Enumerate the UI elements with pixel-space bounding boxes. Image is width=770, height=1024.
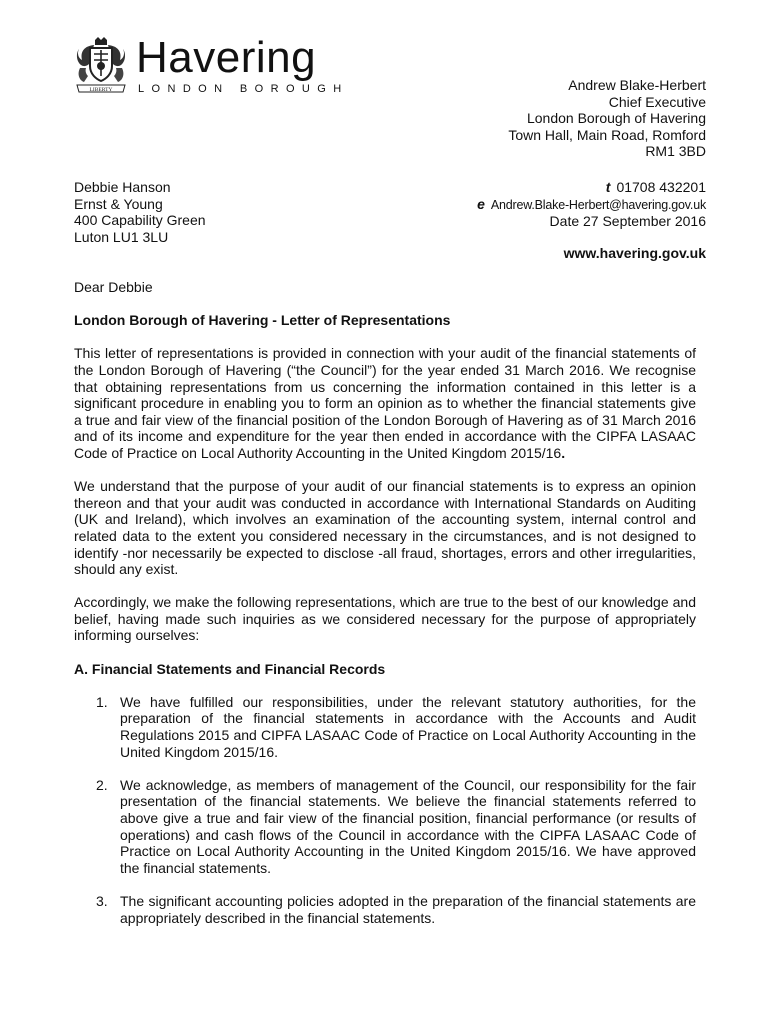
sender-street: Town Hall, Main Road, Romford [508,126,706,143]
list-item [74,893,696,926]
telephone [477,179,706,196]
representations-list [74,694,696,926]
telephone-number: 01708 432201 [616,179,706,195]
paragraph-intro-text: This letter of representations is provided in connection with your audit of the financial statements of the London Borough of Havering (“the Council”) for the year ended 31 March 2016. We recognise that obtaining representations from us concerning the information contained in this letter is a significant procedure in enabling you to form an opinion as to whether the financial statements give a true and fair view of the financial position of the London Borough of Havering as of 31 March 2016 and of its income and expenditure for the year then ended in accordance with the CIPFA LASAAC Code of Practice on Local Authority Accounting in the United Kingdom 2015/16 [74,345,696,461]
brand-name: Havering [136,33,317,82]
sender-name: Andrew Blake-Herbert [568,77,706,93]
contact-block [477,179,706,261]
list-item-text: We acknowledge, as members of management of the Council, our responsibility for the fair presentation of the financial statements. We believe the financial statements referred to above give a true and fair view of the financial position, financial performance (or results of operations) and cash flows of the Council in accordance with the CIPFA LASAAC Code of Practice on Local Authority Accounting in the United Kingdom 2015/16. We have approved the financial statements. [120,776,696,876]
crest-motto: LIBERTY [89,87,113,93]
list-item-number: 2. [96,776,108,793]
list-item [74,777,696,877]
list-item-number: 1. [96,693,108,710]
letter-date: Date 27 September 2016 [549,213,706,230]
brand-subtitle: LONDON BOROUGH [138,83,349,95]
borough-crest-icon [74,36,128,96]
sender-title: Chief Executive [608,93,706,110]
sender-organisation: London Borough of Havering [526,110,706,127]
email-address[interactable]: Andrew.Blake-Herbert@havering.gov.uk [490,197,706,212]
paragraph-intro-end: . [561,444,566,461]
recipient-company: Ernst & Young [74,195,163,212]
sender-postcode: RM1 3BD [645,143,706,160]
section-a-heading: A. Financial Statements and Financial Records [74,660,386,677]
list-item-text: The significant accounting policies adopted in the preparation of the financial statements are appropriately described in the financial statements. [120,892,696,926]
recipient-address [74,179,206,245]
list-item-number: 3. [96,892,108,909]
salutation: Dear Debbie [74,279,153,295]
sender-address [508,77,706,160]
list-item [74,694,696,760]
list-item-text: We have fulfilled our responsibilities, under the relevant statutory authorities, for the preparation of the financial statements in accordance with the Accounts and Audit Regulations 2015 and CIPFA LASAAC Code of Practice on Local Authority Accounting in the United Kingdom 2015/16. [120,693,696,760]
letter-body [74,279,696,943]
paragraph-audit-purpose: We understand that the purpose of your audit of our financial statements is to express an opinion thereon and that your audit was conducted in accordance with International Standards on Auditing (UK and Ireland), which involves an examination of the accounting system, internal control and related data to the extent you considered necessary in the circumstances, and is not designed to identify -nor necessarily be expected to disclose -all fraud, shortages, errors and other irregularities, should any exist. [74,478,696,578]
paragraph-intro [74,345,696,461]
website-link[interactable]: www.havering.gov.uk [563,244,706,261]
recipient-name: Debbie Hanson [74,179,171,195]
email-label: e [477,195,485,212]
telephone-label: t [605,179,611,195]
email [477,196,706,214]
letter-subject: London Borough of Havering - Letter of Representations [74,312,451,329]
paragraph-representations: Accordingly, we make the following representations, which are true to the best of our knowledge and belief, having made such inquiries as we considered necessary for the purpose of appropriately informing ourselves: [74,594,696,644]
recipient-town: Luton LU1 3LU [74,228,169,245]
havering-logo [70,30,370,100]
recipient-street: 400 Capability Green [74,212,206,229]
